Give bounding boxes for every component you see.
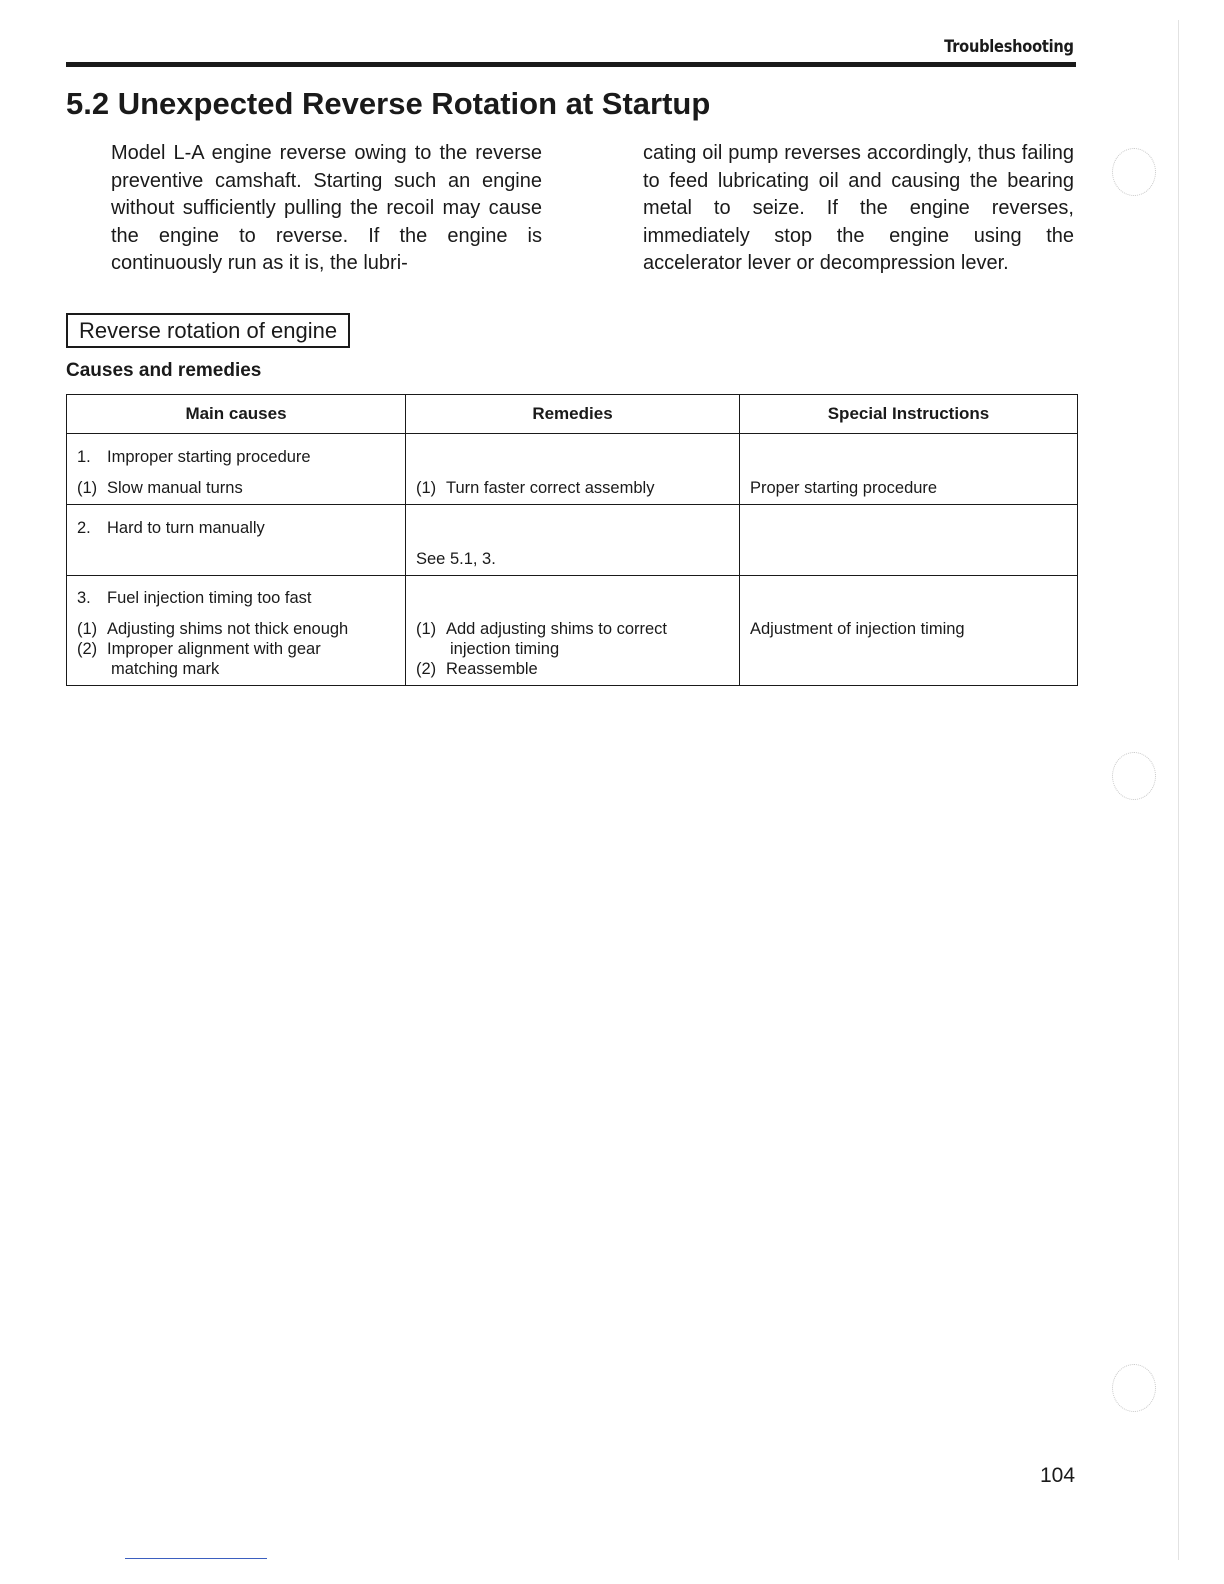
intro-left-column: Model L-A engine reverse owing to the reverse preventive camshaft. Starting such an engine without sufficiently pulling the recoil may cause the engine to reverse. If the engine is continuously run as it is, the lubri- (111, 142, 542, 274)
special-cell (740, 576, 1078, 686)
remedy-item: (1) Add adjusting shims to correct (416, 620, 668, 638)
cause-cell (67, 434, 406, 505)
table-row (67, 434, 1078, 505)
cause-title: 3. Fuel injection timing too fast (77, 589, 312, 607)
intro-right-column: cating oil pump reverses accordingly, thus failing to feed lubricating oil and causing the bearing metal to seize. If the engine reverses, immediately stop the engine using the accelerator lever or decompression lever. (643, 142, 1074, 274)
cause-sub-item: (2) Improper alignment with gear (77, 640, 321, 658)
cause-cell (67, 576, 406, 686)
cause-title: 2. Hard to turn manually (77, 519, 265, 537)
cause-title: 1. Improper starting procedure (77, 448, 311, 466)
causes-table (66, 394, 1078, 686)
footer-link-underline (125, 1558, 267, 1559)
cause-sub-item-continued: matching mark (111, 660, 220, 678)
punch-hole-mark (1112, 148, 1156, 196)
special-instruction: Proper starting procedure (750, 479, 938, 497)
special-cell (740, 505, 1078, 576)
cause-sub-item: (1) Slow manual turns (77, 479, 243, 497)
header-main-causes: Main causes (67, 395, 406, 434)
punch-hole-mark (1112, 752, 1156, 800)
remedy-item: (1) Turn faster correct assembly (416, 479, 655, 497)
remedy-cell (406, 576, 740, 686)
special-cell (740, 434, 1078, 505)
header-special-instructions: Special Instructions (740, 395, 1078, 434)
page-number: 104 (1040, 1464, 1076, 1487)
running-header: Troubleshooting (944, 37, 1074, 57)
punch-hole-mark (1112, 1364, 1156, 1412)
cause-sub-item: (1) Adjusting shims not thick enough (77, 620, 349, 638)
section-heading-box: Reverse rotation of engine (66, 313, 350, 348)
remedy-item: See 5.1, 3. (416, 550, 496, 568)
binding-margin-line (1178, 20, 1179, 1560)
header-remedies: Remedies (406, 395, 740, 434)
table-row (67, 505, 1078, 576)
remedy-item-continued: injection timing (450, 640, 560, 658)
cause-cell (67, 505, 406, 576)
remedy-item: (2) Reassemble (416, 660, 538, 678)
table-row (67, 576, 1078, 686)
remedy-cell (406, 434, 740, 505)
subheading: Causes and remedies (66, 360, 262, 381)
table-header-row (67, 395, 1078, 434)
page-title: 5.2 Unexpected Reverse Rotation at Startup (66, 86, 711, 121)
header-rule (66, 62, 1076, 67)
special-instruction: Adjustment of injection timing (750, 620, 965, 638)
remedy-cell (406, 505, 740, 576)
